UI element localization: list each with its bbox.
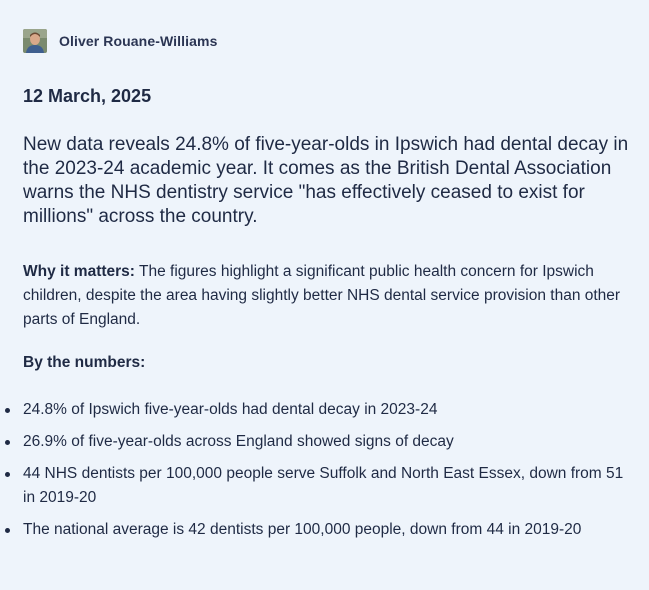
person-photo-avatar-icon [23,29,47,53]
list-item: 44 NHS dentists per 100,000 people serve Suffolk and North East Essex, down from 51 in 2019-20 [0,462,630,510]
author-name[interactable]: Oliver Rouane-Williams [59,33,218,49]
list-item: 24.8% of Ipswich five-year-olds had dental decay in 2023-24 [0,398,630,422]
list-item: The national average is 42 dentists per 100,000 people, down from 44 in 2019-20 [0,518,630,542]
by-the-numbers-heading: By the numbers: [23,354,146,371]
author-byline [23,29,217,53]
avatar[interactable] [23,29,47,53]
why-it-matters-paragraph [23,260,623,332]
list-item: 26.9% of five-year-olds across England showed signs of decay [0,430,630,454]
why-it-matters-label: Why it matters: [23,263,135,280]
article-lede: New data reveals 24.8% of five-year-olds in Ipswich had dental decay in the 2023-24 academic year. It comes as the British Dental Association warns the NHS dentistry service "has effectively ceased to exist for millions" across the country. [23,134,629,227]
why-it-matters-text: The figures highlight a significant public health concern for Ipswich children, despite the area having slightly better NHS dental service provision than other parts of England. [23,263,621,328]
article-date: 12 March, 2025 [23,86,152,106]
by-the-numbers-list [0,398,630,550]
